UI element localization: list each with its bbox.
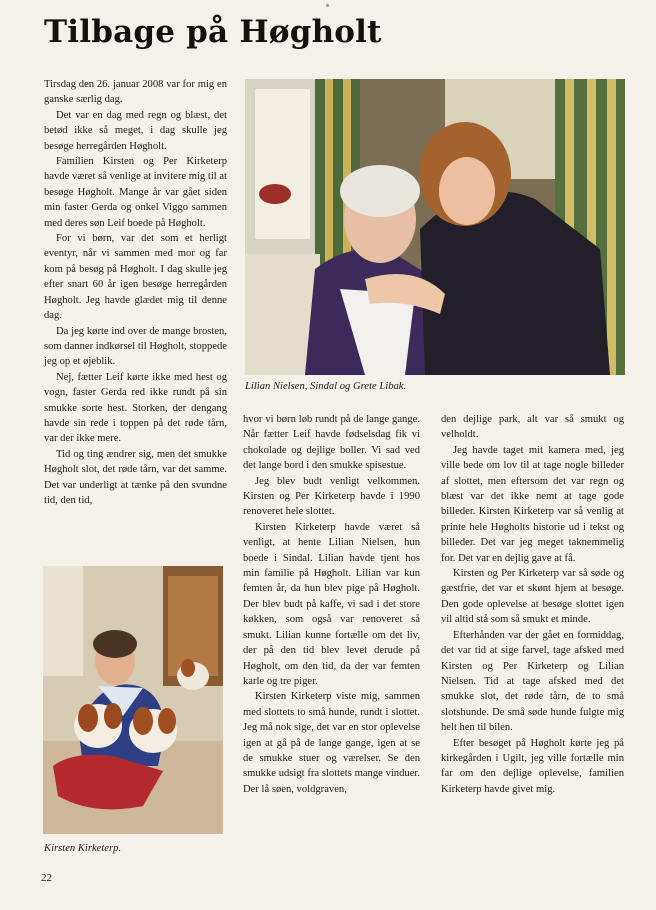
paragraph: Jeg blev budt venligt velkommen. Kirsten og Per Kirketerp havde i 1990 renoveret hele slottet. [243, 475, 420, 518]
page-number: 22 [41, 872, 52, 884]
paragraph: Efter besøget på Høgholt kørte jeg på kirkegården i Ugilt, jeg ville fortælle min far om den dejlige oplevelse, familien Kirketerp havde givet mig. [441, 737, 624, 795]
article-title: Tilbage på Høgholt [44, 14, 382, 50]
paragraph: Tirsdag den 26. januar 2008 var for mig en ganske særlig dag. [44, 79, 227, 106]
photo-caption-top: Lilian Nielsen, Sindal og Grete Libak. [245, 381, 407, 392]
paragraph: Efterhånden var der gået en formiddag, det var tid at sige farvel, tage afsked med Kirsten og Per Kirketerp og Lilian Nielsen. Tid at tage afsked med det smukke slot, det røde tårn, de to små slotshunde. De små søde hunde fulgte mig helt hen til bilen. [441, 629, 624, 734]
photo-caption-bottom: Kirsten Kirketerp. [44, 843, 122, 854]
paragraph: For vi børn, var det som et herligt eventyr, når vi sammen med mor og far kom på besøg på Høgholt. I dag skulle jeg efter snart 60 år igen besøge herregården Høgholt. Jeg havde glædet mig til denne dag. [44, 233, 227, 322]
print-mark [326, 4, 329, 7]
paragraph: Kirsten Kirketerp viste mig, sammen med slottets to små hunde, rundt i slottet. Jeg må nok sige, det var en stor oplevelse igen at gå på de lange gange, igen at se de smukke stuer og værelser. Se den smukke udsigt fra slottets mange vinduer. Der lå søen, voldgraven, [243, 691, 420, 795]
paragraph: Kirsten og Per Kirketerp var så søde og gæstfrie, det var et skønt hjem at besøge. Den gode oplevelse at besøge slottet igen vil altid stå som så smukt et minde. [441, 568, 624, 626]
paragraph: Kirsten Kirketerp havde været så venligt, at hente Lilian Nielsen, hun boede i Sindal. Lilian havde tjent hos min familie på Høgholt. Lilian var kun femten år, da hun blev pige på Høgholt. Der blev budt på kaffe, vi sad i det store køkken, som også var renoveret så smukt. Lilian kunne fortælle om det liv, der på den tid blev levet derude på Høgholt, om den tid, da der var femten karle og tre piger. [243, 521, 420, 687]
photo-two-women [245, 79, 625, 375]
paragraph: Tid og ting ændrer sig, men det smukke Høgholt slot, det røde tårn, var det samme. Det var underligt at tænke på den svundne tid, den tid, [44, 448, 227, 506]
paragraph: Da jeg kørte ind over de mange brosten, som danner indkørsel til Høgholt, stoppede jeg op et øjeblik. [44, 325, 228, 368]
paragraph: den dejlige park, alt var så smukt og velholdt. [441, 414, 624, 441]
photo-woman-with-dogs [43, 566, 223, 834]
paragraph: Nej, fætter Leif kørte ikke med hest og vogn, faster Gerda red ikke rundt på sin smukke sorte hest. Storken, der dengang havde sin rede i toppen på det røde tårn, var der ikke mere. [44, 371, 227, 445]
text-column-2 [243, 412, 420, 797]
paragraph: hvor vi børn løb rundt på de lange gange. Når fætter Leif havde fødselsdag fik vi chokolade og dejlige boller. Vi sad ved det lange bord i den smukke spisestue. [243, 414, 420, 472]
paragraph: Jeg havde taget mit kamera med, jeg ville bede om lov til at tage nogle billeder af slottet, men eftersom det var regn og blæst var det ikke nemt at tage gode billeder. Kirsten Kirketerp var så venlig at printe hele Høgholts historie ud i tekst og billeder. Det var jeg meget taknemmelig for. Det var en dejlig gave at få. [441, 444, 624, 564]
paragraph: Familien Kirsten og Per Kirketerp havde været så venlige at invitere mig til at besøge Høgholt. Mange år var gået siden min faster Gerda og onkel Viggo sammen med deres søn Leif boede på Høgholt. [44, 156, 227, 229]
paragraph: Det var en dag med regn og blæst, det betød ikke så meget, i dag skulle jeg besøge herregården Høgholt. [44, 109, 227, 152]
text-column-3 [441, 412, 624, 797]
text-column-1 [44, 77, 227, 508]
